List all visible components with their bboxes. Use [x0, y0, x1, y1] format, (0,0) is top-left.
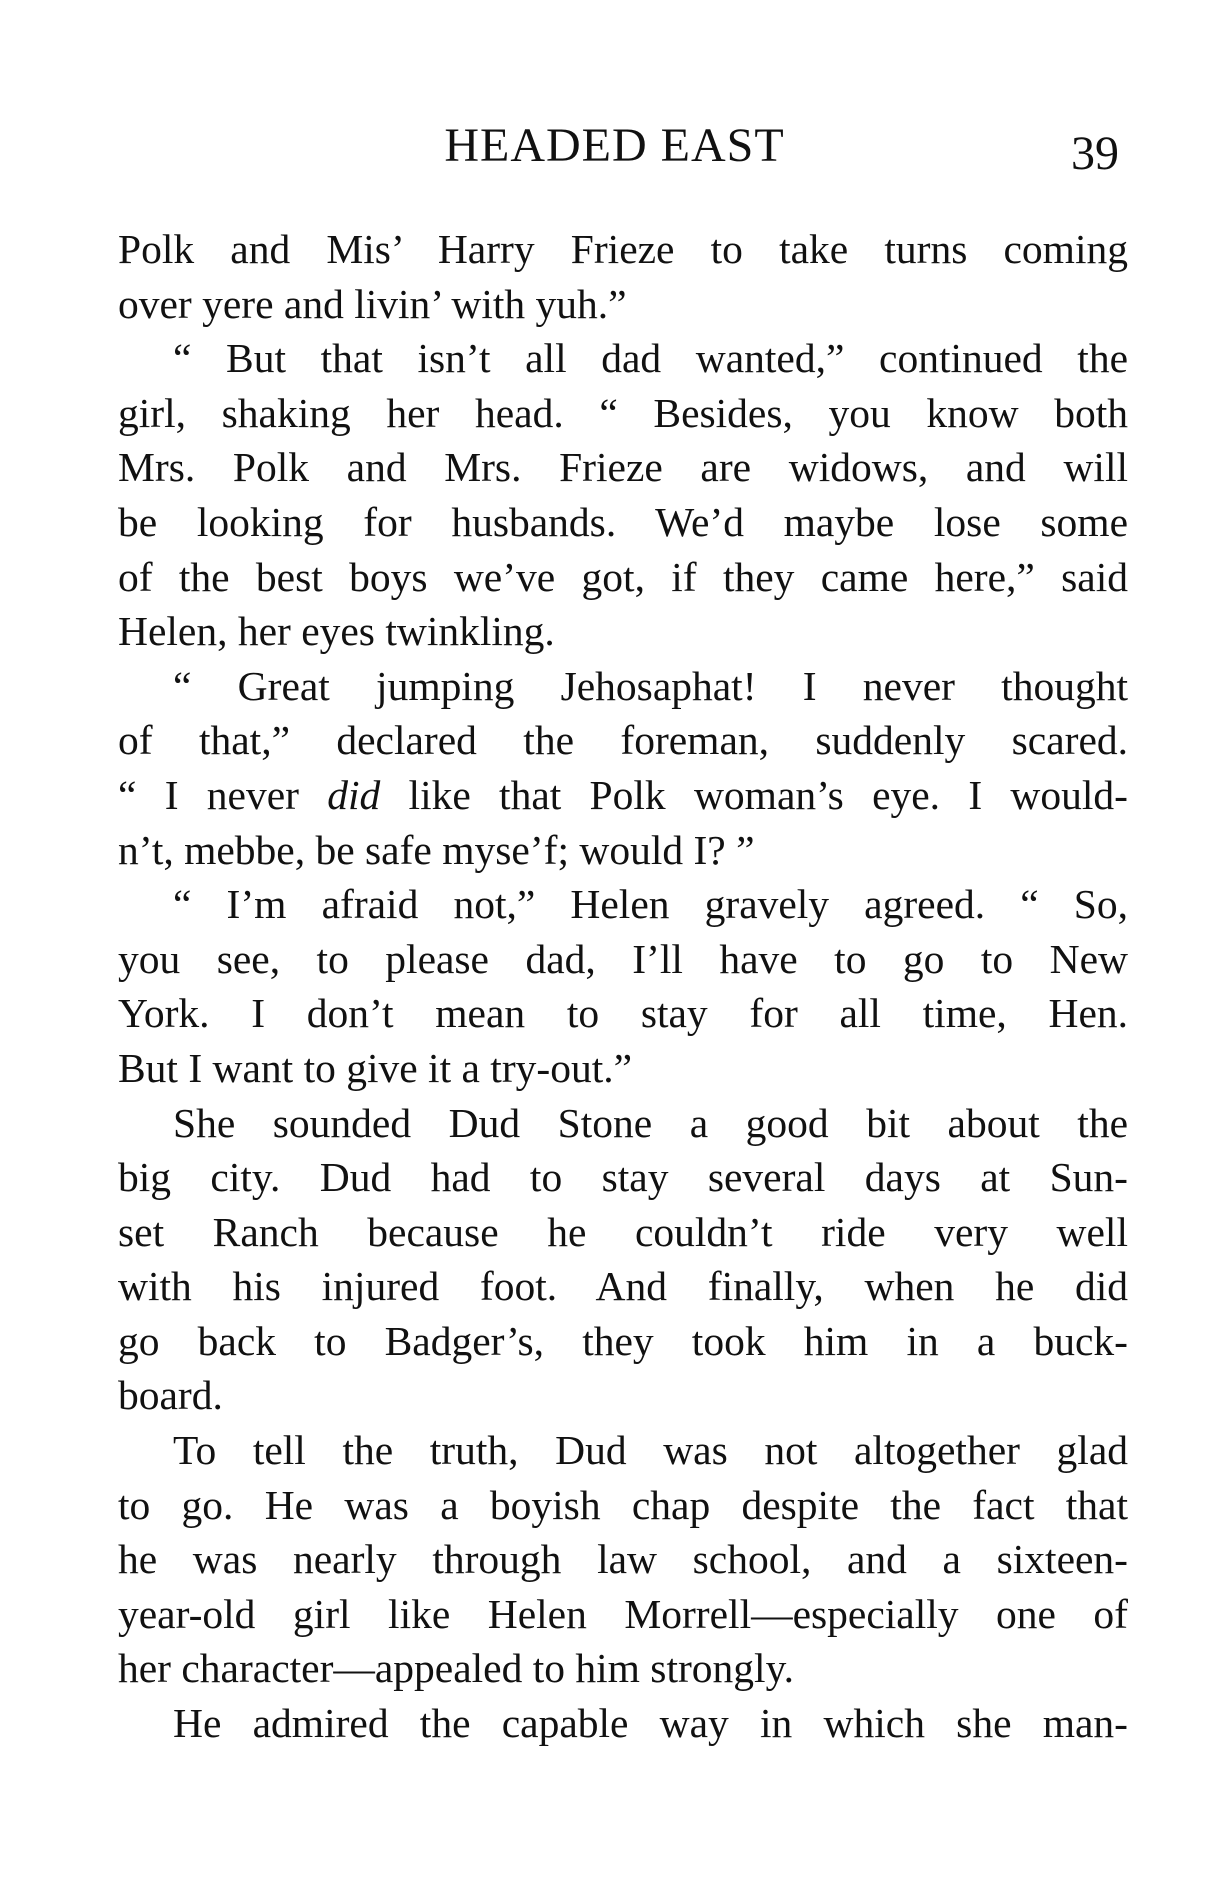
text-line: to go. He was a boyish chap despite the fact that [118, 1481, 1128, 1528]
text-line: girl, shaking her head. “ Besides, you know both [118, 389, 1128, 436]
page-number: 39 [1071, 127, 1119, 180]
body-text [118, 222, 1128, 1751]
text-line: “ Great jumping Jehosaphat! I never thought [173, 662, 1128, 709]
text-segment: like that Polk woman’s eye. I would- [380, 771, 1128, 818]
text-line: Helen, her eyes twinkling. [118, 608, 555, 655]
text-line: over yere and livin’ with yuh.” [118, 280, 627, 327]
text-segment: “ I never [118, 771, 328, 818]
text-line: “ But that isn’t all dad wanted,” continued the [173, 335, 1128, 382]
running-title: HEADED EAST [444, 119, 785, 172]
running-head [0, 118, 1229, 178]
text-line: Polk and Mis’ Harry Frieze to take turns coming [118, 226, 1128, 272]
text-line: you see, to please dad, I’ll have to go to New [118, 935, 1128, 982]
text-line: go back to Badger’s, they took him in a buck- [118, 1317, 1128, 1364]
text-line: To tell the truth, Dud was not altogether glad [173, 1427, 1128, 1474]
text-line: of the best boys we’ve got, if they came here,” said [118, 553, 1128, 600]
text-line: he was nearly through law school, and a sixteen- [118, 1536, 1128, 1583]
text-line: big city. Dud had to stay several days at Sun- [118, 1154, 1128, 1201]
text-line: He admired the capable way in which she man- [173, 1700, 1128, 1747]
italic-word: did [327, 771, 381, 818]
text-line: board. [118, 1372, 223, 1419]
text-line: year-old girl like Helen Morrell—especially one of [118, 1590, 1128, 1637]
text-line: York. I don’t mean to stay for all time, Hen. [118, 990, 1128, 1037]
text-line: n’t, mebbe, be safe myse’f; would I? ” [118, 826, 755, 873]
text-line: her character—appealed to him strongly. [118, 1645, 795, 1692]
text-line [118, 768, 1128, 823]
text-line: She sounded Dud Stone a good bit about the [173, 1099, 1128, 1146]
text-line: set Ranch because he couldn’t ride very well [118, 1208, 1128, 1255]
text-line: be looking for husbands. We’d maybe lose some [118, 498, 1128, 545]
text-line: “ I’m afraid not,” Helen gravely agreed. “ So, [173, 881, 1128, 928]
text-line: But I want to give it a try-out.” [118, 1044, 633, 1091]
text-line: with his injured foot. And finally, when he did [118, 1263, 1128, 1310]
text-line: Mrs. Polk and Mrs. Frieze are widows, and will [118, 444, 1128, 491]
text-line: of that,” declared the foreman, suddenly scared. [118, 717, 1128, 764]
